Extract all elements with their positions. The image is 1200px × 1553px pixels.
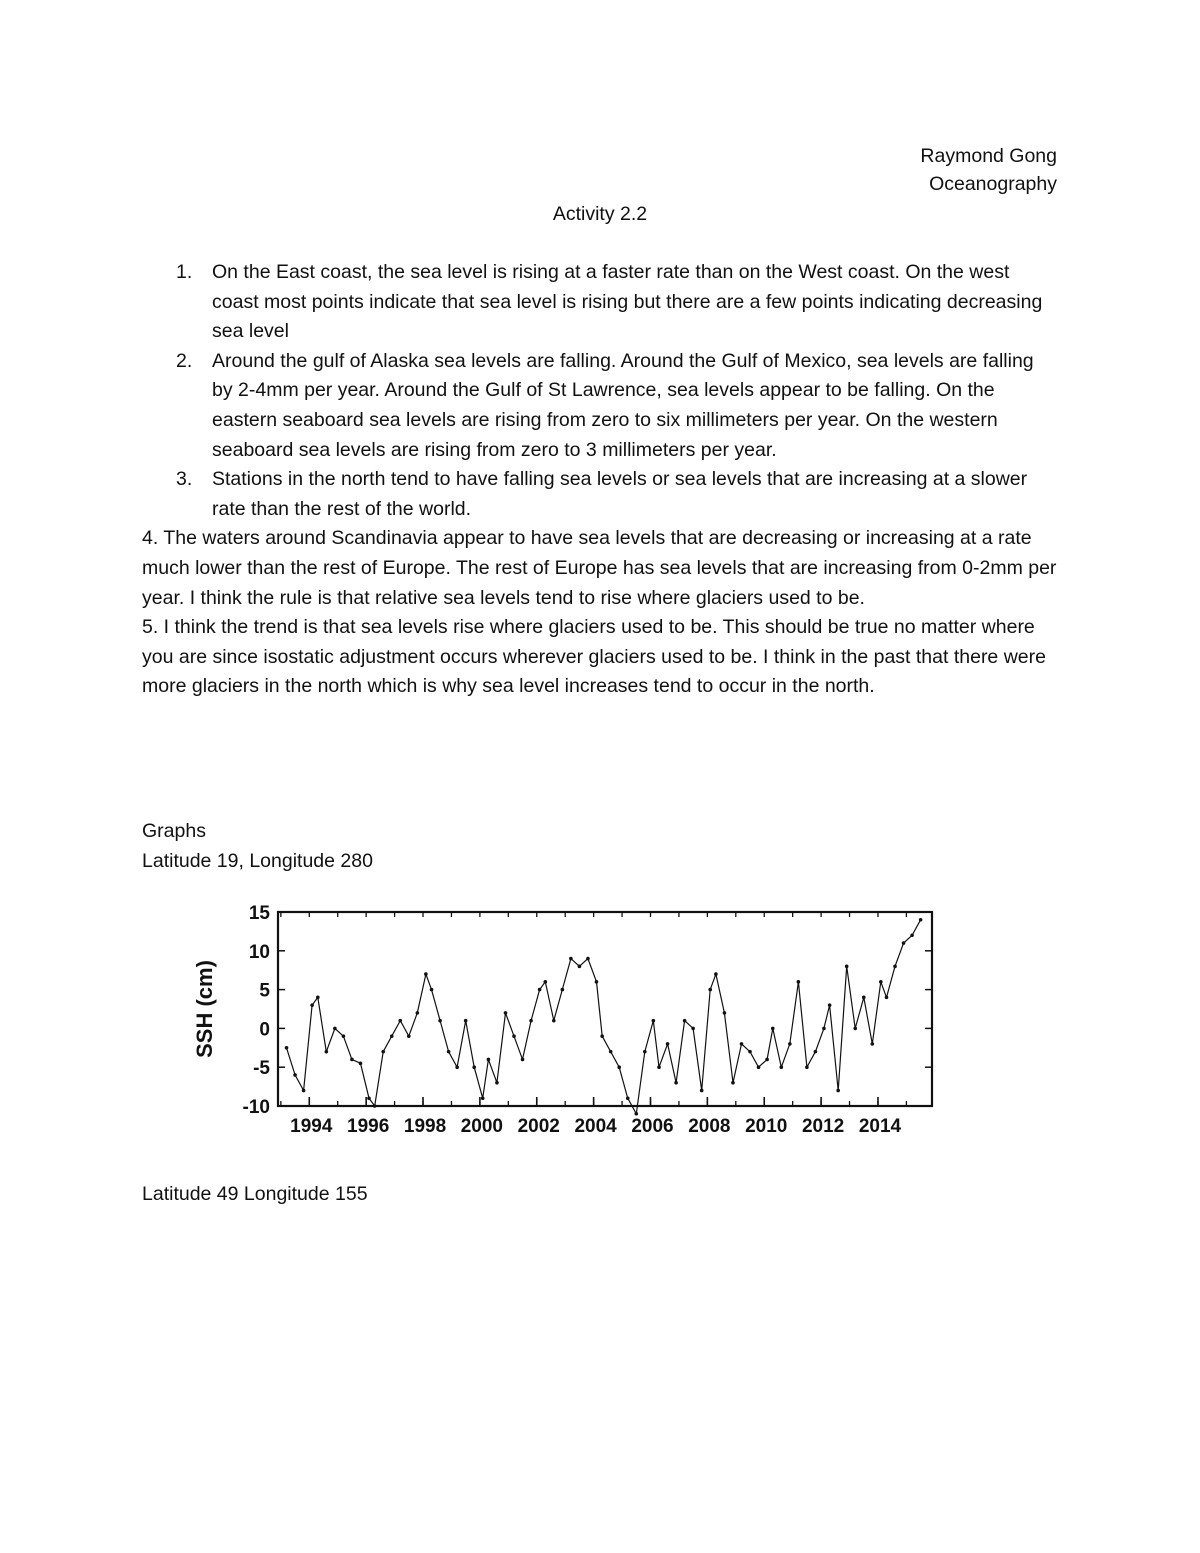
- data-point: [731, 1081, 735, 1085]
- data-point: [504, 1011, 508, 1015]
- data-point: [416, 1011, 420, 1015]
- x-tick-label: 2000: [460, 1116, 504, 1137]
- data-point: [797, 980, 801, 984]
- y-tick-label: -5: [253, 1058, 270, 1080]
- x-tick-label: 2010: [745, 1116, 788, 1137]
- x-tick-label: 1994: [290, 1116, 333, 1137]
- data-point: [666, 1042, 670, 1046]
- data-point: [529, 1019, 533, 1023]
- data-point: [325, 1050, 329, 1054]
- data-point: [487, 1058, 491, 1062]
- x-tick-label: 1996: [347, 1116, 390, 1137]
- ssh-series-line: [287, 920, 921, 1114]
- data-point: [373, 1104, 377, 1108]
- data-point: [310, 1003, 314, 1007]
- y-tick-label: -10: [242, 1097, 270, 1118]
- data-point: [814, 1050, 818, 1054]
- data-point: [561, 988, 565, 992]
- data-point: [788, 1042, 792, 1046]
- data-point: [438, 1019, 442, 1023]
- graphs-heading: Graphs: [142, 820, 206, 842]
- ssh-chart-svg: [182, 898, 942, 1143]
- answer-number: 3.: [176, 468, 193, 491]
- data-point: [765, 1058, 769, 1062]
- data-point: [359, 1062, 363, 1066]
- data-point: [600, 1034, 604, 1038]
- graph2-caption: Latitude 49 Longitude 155: [142, 1183, 368, 1205]
- data-point: [390, 1034, 394, 1038]
- data-point: [740, 1042, 744, 1046]
- data-point: [828, 1003, 832, 1007]
- data-point: [430, 988, 434, 992]
- data-point: [862, 996, 866, 1000]
- data-point: [316, 996, 320, 1000]
- answer-item-1: [142, 258, 1057, 347]
- data-point: [714, 972, 718, 976]
- answer-paragraph-4: 4. The waters around Scandinavia appear to have sea levels that are decreasing or increasing at a rate much lower than the rest of Europe. The rest of Europe has sea levels that are increasing from 0-2mm per year. I think the rule is that relative sea levels tend to rise where glaciers used to be.: [142, 527, 1057, 609]
- y-tick-label: 10: [248, 941, 270, 963]
- data-point: [893, 965, 897, 969]
- answer-item-2: [142, 347, 1057, 465]
- data-point: [853, 1027, 857, 1031]
- course-name: Oceanography: [929, 173, 1057, 195]
- data-point: [447, 1050, 451, 1054]
- data-point: [293, 1073, 297, 1077]
- y-tick-label: 0: [259, 1019, 270, 1041]
- data-point: [902, 941, 906, 945]
- data-point: [822, 1027, 826, 1031]
- data-point: [424, 972, 428, 976]
- data-point: [512, 1034, 516, 1038]
- data-point: [481, 1096, 485, 1100]
- x-tick-label: 2014: [858, 1116, 902, 1137]
- answer-item-3: [142, 465, 1057, 524]
- ssh-chart: [182, 898, 942, 1143]
- data-point: [381, 1050, 385, 1054]
- data-point: [333, 1027, 337, 1031]
- x-tick-label: 1998: [403, 1116, 447, 1137]
- x-tick-label: 2006: [631, 1116, 674, 1137]
- data-point: [723, 1011, 727, 1015]
- data-point: [521, 1058, 525, 1062]
- answer-text: Stations in the north tend to have falling sea levels or sea levels that are increasing at a slower rate than the rest of the world.: [212, 468, 1028, 520]
- x-tick-label: 2008: [688, 1116, 731, 1137]
- data-point: [634, 1112, 638, 1116]
- graph1-caption: Latitude 19, Longitude 280: [142, 850, 373, 872]
- data-point: [674, 1081, 678, 1085]
- data-point: [779, 1065, 783, 1069]
- data-point: [350, 1058, 354, 1062]
- data-point: [398, 1019, 402, 1023]
- data-point: [586, 957, 590, 961]
- data-point: [879, 980, 883, 984]
- data-point: [885, 996, 889, 1000]
- page-title: Activity 2.2: [552, 203, 648, 225]
- author-name: Raymond Gong: [920, 145, 1057, 167]
- data-point: [464, 1019, 468, 1023]
- data-point: [543, 980, 547, 984]
- data-point: [495, 1081, 499, 1085]
- data-point: [609, 1050, 613, 1054]
- data-point: [691, 1027, 695, 1031]
- data-point: [472, 1065, 476, 1069]
- data-point: [285, 1046, 289, 1050]
- data-point: [910, 933, 914, 937]
- answer-number: 1.: [176, 261, 193, 283]
- data-point: [708, 988, 712, 992]
- x-tick-label: 2012: [801, 1116, 845, 1137]
- data-point: [407, 1034, 411, 1038]
- data-point: [805, 1065, 809, 1069]
- data-point: [652, 1019, 656, 1023]
- data-point: [595, 980, 599, 984]
- y-axis-label: SSH (cm): [192, 960, 217, 1058]
- data-point: [538, 988, 542, 992]
- data-point: [683, 1019, 687, 1023]
- data-point: [700, 1089, 704, 1093]
- data-point: [870, 1042, 874, 1046]
- data-point: [578, 965, 582, 969]
- data-point: [748, 1050, 752, 1054]
- y-tick-label: 15: [248, 903, 270, 924]
- data-point: [845, 965, 849, 969]
- data-point: [836, 1089, 840, 1093]
- data-point: [342, 1034, 346, 1038]
- answer-number: 2.: [176, 349, 193, 372]
- data-point: [617, 1065, 621, 1069]
- answer-text: On the East coast, the sea level is rising at a faster rate than on the West coast. On the west coast most points indicate that sea level is rising but there are a few points indicating decreasing sea level: [212, 261, 1043, 343]
- plot-frame: [278, 912, 932, 1106]
- data-point: [626, 1096, 630, 1100]
- data-point: [757, 1065, 761, 1069]
- data-point: [919, 918, 923, 922]
- data-point: [771, 1027, 775, 1031]
- data-point: [455, 1065, 459, 1069]
- data-point: [552, 1019, 556, 1023]
- data-point: [643, 1050, 647, 1054]
- answer-paragraph-5: 5. I think the trend is that sea levels rise where glaciers used to be. This should be true no matter where you are since isostatic adjustment occurs wherever glaciers used to be. I think in the past that there were more glaciers in the north which is why sea level increases tend to occur in the north.: [142, 616, 1046, 698]
- y-tick-label: 5: [259, 980, 270, 1002]
- data-point: [367, 1096, 371, 1100]
- data-point: [657, 1065, 661, 1069]
- x-tick-label: 2002: [517, 1116, 560, 1137]
- x-tick-label: 2004: [574, 1116, 617, 1137]
- answer-list: [142, 258, 1057, 702]
- answer-text: Around the gulf of Alaska sea levels are falling. Around the Gulf of Mexico, sea levels are falling by 2-4mm per year. Around the Gulf of St Lawrence, sea levels appear to be falling. On the eastern seaboard sea levels are rising from zero to six millimeters per year. On the western seaboard sea levels are rising from zero to 3 millimeters per year.: [212, 349, 1034, 461]
- data-point: [569, 957, 573, 961]
- data-point: [302, 1089, 306, 1093]
